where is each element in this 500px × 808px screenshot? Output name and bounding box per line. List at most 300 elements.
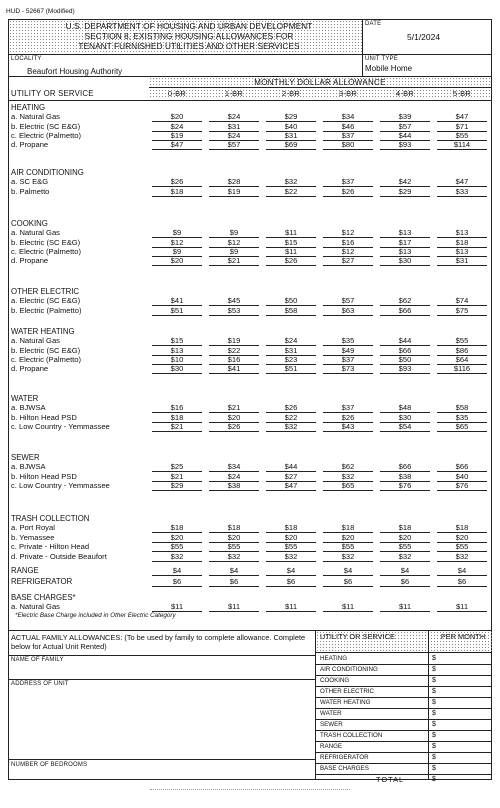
per-month-input[interactable]: $ bbox=[432, 655, 436, 662]
allowance-cell: $93 bbox=[380, 364, 430, 374]
allowance-cell: $31 bbox=[209, 122, 259, 132]
allowance-cell: $32 bbox=[437, 552, 487, 562]
allowance-cell: $50 bbox=[266, 296, 316, 306]
row-label: a. BJWSA bbox=[11, 403, 46, 412]
allowance-cell: $75 bbox=[437, 306, 487, 316]
allowance-cell: $30 bbox=[380, 413, 430, 423]
row-label: a. BJWSA bbox=[11, 462, 46, 471]
allowance-cell: $69 bbox=[266, 140, 316, 150]
allowance-cell: $20 bbox=[380, 533, 430, 543]
allowance-cell: $25 bbox=[152, 462, 202, 472]
allowance-cell: $4 bbox=[209, 566, 259, 576]
section-title-label: SEWER bbox=[11, 453, 40, 462]
utility-column-header: UTILITY OR SERVICE bbox=[11, 89, 94, 98]
allowance-cell: $27 bbox=[323, 256, 373, 266]
allowance-cell: $76 bbox=[380, 481, 430, 491]
row-label: a. Electric (SC E&G) bbox=[11, 296, 81, 305]
allowance-cell: $44 bbox=[380, 131, 430, 141]
allowance-cell: $20 bbox=[209, 413, 259, 423]
table-row bbox=[9, 346, 491, 355]
allowance-cell: $9 bbox=[152, 247, 202, 257]
section-title-label: BASE CHARGES* bbox=[11, 593, 76, 602]
allowance-cell: $47 bbox=[152, 140, 202, 150]
allowance-cell: $26 bbox=[323, 413, 373, 423]
per-month-input[interactable]: $ bbox=[432, 721, 436, 728]
allowance-cell: $21 bbox=[152, 422, 202, 432]
allowance-cell: $32 bbox=[152, 552, 202, 562]
allowance-cell: $65 bbox=[437, 422, 487, 432]
allowance-cell: $27 bbox=[266, 472, 316, 482]
section-title-label: WATER HEATING bbox=[11, 327, 75, 336]
allowance-cell: $54 bbox=[380, 422, 430, 432]
family-allowance-row-label: REFRIGERATOR bbox=[320, 754, 369, 761]
per-month-input[interactable]: $ bbox=[432, 666, 436, 673]
allowance-cell: $23 bbox=[266, 355, 316, 365]
base-charge-note: *Electric Base Charge included in Other Electric Category bbox=[15, 612, 176, 619]
section-title-label: AIR CONDITIONING bbox=[11, 168, 84, 177]
allowance-cell: $15 bbox=[266, 238, 316, 248]
allowance-cell: $12 bbox=[209, 238, 259, 248]
allowance-cell: $29 bbox=[152, 481, 202, 491]
family-allowance-row-label: AIR CONDITIONING bbox=[320, 666, 378, 673]
date-label: DATE bbox=[365, 21, 382, 27]
allowance-cell: $50 bbox=[380, 355, 430, 365]
table-row bbox=[9, 542, 491, 551]
allowance-cell: $34 bbox=[323, 112, 373, 122]
allowance-cell: $26 bbox=[209, 422, 259, 432]
allowance-cell: $12 bbox=[152, 238, 202, 248]
column-header-3br: 3-BR bbox=[320, 89, 376, 98]
housing-allowance-form bbox=[8, 19, 492, 784]
allowance-cell: $20 bbox=[152, 533, 202, 543]
row-label: d. Private - Outside Beaufort bbox=[11, 552, 107, 561]
allowance-cell: $49 bbox=[323, 346, 373, 356]
row-label: a. Natural Gas bbox=[11, 228, 60, 237]
table-row bbox=[9, 228, 491, 237]
allowance-cell: $40 bbox=[266, 122, 316, 132]
allowance-cell: $47 bbox=[437, 177, 487, 187]
table-row bbox=[9, 256, 491, 265]
allowance-cell: $21 bbox=[152, 472, 202, 482]
table-row bbox=[9, 296, 491, 305]
per-month-input[interactable]: $ bbox=[432, 688, 436, 695]
allowance-cell: $18 bbox=[437, 238, 487, 248]
locality-value[interactable]: Beaufort Housing Authority bbox=[27, 67, 123, 76]
allowance-cell: $13 bbox=[437, 247, 487, 257]
allowance-cell: $16 bbox=[209, 355, 259, 365]
allowance-cell: $116 bbox=[437, 364, 487, 374]
allowance-cell: $57 bbox=[380, 122, 430, 132]
total-row bbox=[316, 774, 492, 785]
allowance-cell: $55 bbox=[437, 336, 487, 346]
allowance-cell: $19 bbox=[152, 131, 202, 141]
allowance-cell: $32 bbox=[323, 472, 373, 482]
section-title bbox=[9, 593, 491, 602]
section-title bbox=[9, 514, 491, 523]
allowance-cell: $24 bbox=[266, 336, 316, 346]
family-allowance-row-label: COOKING bbox=[320, 677, 350, 684]
allowance-cell: $18 bbox=[380, 523, 430, 533]
title-line-2: SECTION 8, EXISTING HOUSING ALLOWANCES FOR bbox=[84, 32, 294, 41]
table-row bbox=[9, 122, 491, 131]
title-line-3: TENANT FURNISHED UTILITIES AND OTHER SERVICES bbox=[78, 42, 300, 51]
allowance-cell: $57 bbox=[323, 296, 373, 306]
allowance-cell: $38 bbox=[380, 472, 430, 482]
family-allowance-row-label: RANGE bbox=[320, 743, 343, 750]
allowance-cell: $55 bbox=[209, 542, 259, 552]
section-title bbox=[9, 219, 491, 228]
allowance-cell: $11 bbox=[152, 602, 202, 612]
locality-label: LOCALITY bbox=[11, 56, 42, 62]
form-title bbox=[39, 22, 339, 52]
column-header-5br: 5-BR bbox=[434, 89, 490, 98]
row-label: a. Port Royal bbox=[11, 523, 55, 532]
row-label: b. Yemassee bbox=[11, 533, 55, 542]
allowance-cell: $41 bbox=[209, 364, 259, 374]
allowance-cell: $51 bbox=[266, 364, 316, 374]
section-title-label: COOKING bbox=[11, 219, 48, 228]
allowance-cell: $114 bbox=[437, 140, 487, 150]
row-label: d. Propane bbox=[11, 256, 49, 265]
monthly-allowance-header: MONTHLY DOLLAR ALLOWANCE bbox=[149, 77, 491, 88]
allowance-cell: $31 bbox=[437, 256, 487, 266]
allowance-cell: $32 bbox=[266, 422, 316, 432]
row-label: a. SC E&G bbox=[11, 177, 49, 186]
utility-service-header: UTILITY OR SERVICE bbox=[320, 632, 395, 641]
date-value[interactable]: 5/1/2024 bbox=[407, 32, 441, 42]
header-divider bbox=[9, 100, 491, 101]
allowance-cell: $4 bbox=[380, 566, 430, 576]
unit-type-label: UNIT TYPE bbox=[365, 56, 398, 62]
column-header-0br: 0-BR bbox=[149, 89, 205, 98]
allowance-cell: $55 bbox=[437, 131, 487, 141]
row-label: b. Electric (SC E&G) bbox=[11, 122, 81, 131]
row-label: b. Palmetto bbox=[11, 187, 50, 196]
per-month-header: PER MONTH bbox=[440, 632, 486, 641]
allowance-cell: $15 bbox=[152, 336, 202, 346]
allowance-cell: $44 bbox=[380, 336, 430, 346]
allowance-cell: $12 bbox=[323, 247, 373, 257]
table-row bbox=[9, 403, 491, 412]
allowance-cell: $29 bbox=[266, 112, 316, 122]
allowance-cell: $6 bbox=[209, 577, 259, 587]
row-label: c. Electric (Palmetto) bbox=[11, 355, 82, 364]
row-label: c. Low Country - Yemmassee bbox=[11, 422, 110, 431]
row-label: a. Natural Gas bbox=[11, 336, 60, 345]
allowance-cell: $6 bbox=[266, 577, 316, 587]
allowance-cell: $13 bbox=[380, 228, 430, 238]
row-label: REFRIGERATOR bbox=[11, 577, 73, 586]
allowance-cell: $18 bbox=[323, 523, 373, 533]
allowance-cell: $13 bbox=[437, 228, 487, 238]
total-input[interactable]: $ bbox=[432, 776, 436, 783]
table-row bbox=[9, 336, 491, 345]
address-field-line bbox=[9, 679, 315, 680]
table-row bbox=[9, 422, 491, 431]
section-title bbox=[9, 103, 491, 112]
allowance-cell: $31 bbox=[266, 131, 316, 141]
allowance-cell: $18 bbox=[152, 413, 202, 423]
allowance-cell: $4 bbox=[437, 566, 487, 576]
allowance-cell: $6 bbox=[437, 577, 487, 587]
allowance-cell: $6 bbox=[380, 577, 430, 587]
table-row bbox=[9, 481, 491, 490]
allowance-cell: $32 bbox=[323, 552, 373, 562]
allowance-cell: $4 bbox=[266, 566, 316, 576]
allowance-cell: $24 bbox=[209, 112, 259, 122]
family-allowance-row-label: SEWER bbox=[320, 721, 343, 728]
per-month-input[interactable]: $ bbox=[432, 732, 436, 739]
allowance-cell: $26 bbox=[152, 177, 202, 187]
table-row bbox=[9, 577, 491, 586]
allowance-cell: $11 bbox=[266, 602, 316, 612]
page-footer-rule bbox=[150, 789, 350, 790]
table-row bbox=[9, 112, 491, 121]
family-allowance-row-label: HEATING bbox=[320, 655, 348, 662]
row-label: b. Hilton Head PSD bbox=[11, 413, 77, 422]
allowance-cell: $11 bbox=[266, 247, 316, 257]
table-row bbox=[9, 552, 491, 561]
unit-type-value[interactable]: Mobile Home bbox=[365, 64, 413, 73]
allowance-cell: $32 bbox=[266, 177, 316, 187]
column-header-2br: 2-BR bbox=[263, 89, 319, 98]
actual-allowances-instructions: ACTUAL FAMILY ALLOWANCES: (To be used by family to complete allowance. Complete below for Actual Unit Rented) bbox=[11, 633, 306, 651]
table-row bbox=[9, 472, 491, 481]
allowance-cell: $11 bbox=[380, 602, 430, 612]
section-title bbox=[9, 287, 491, 296]
unit-address-label: ADDRESS OF UNIT bbox=[11, 681, 69, 687]
row-label: d. Propane bbox=[11, 364, 49, 373]
locality-box bbox=[9, 55, 363, 77]
per-month-input[interactable]: $ bbox=[432, 699, 436, 706]
allowance-cell: $22 bbox=[266, 187, 316, 197]
allowance-cell: $16 bbox=[323, 238, 373, 248]
allowance-cell: $24 bbox=[209, 131, 259, 141]
allowance-cell: $93 bbox=[380, 140, 430, 150]
allowance-cell: $65 bbox=[323, 481, 373, 491]
row-label: c. Electric (Palmetto) bbox=[11, 131, 82, 140]
row-label: d. Propane bbox=[11, 140, 49, 149]
allowance-cell: $44 bbox=[266, 462, 316, 472]
allowance-cell: $39 bbox=[380, 112, 430, 122]
allowance-cell: $6 bbox=[152, 577, 202, 587]
table-row bbox=[9, 177, 491, 186]
per-month-input[interactable]: $ bbox=[432, 765, 436, 772]
column-header-1br: 1-BR bbox=[206, 89, 262, 98]
allowance-cell: $21 bbox=[209, 403, 259, 413]
allowance-cell: $57 bbox=[209, 140, 259, 150]
allowance-cell: $37 bbox=[323, 403, 373, 413]
family-allowance-row-label: BASE CHARGES bbox=[320, 765, 369, 772]
section-title bbox=[9, 453, 491, 462]
allowance-cell: $22 bbox=[266, 413, 316, 423]
family-allowance-table bbox=[315, 631, 492, 784]
allowance-cell: $86 bbox=[437, 346, 487, 356]
allowance-cell: $46 bbox=[323, 122, 373, 132]
allowance-cell: $10 bbox=[152, 355, 202, 365]
allowance-cell: $28 bbox=[209, 177, 259, 187]
name-field-line bbox=[9, 655, 315, 656]
row-label: a. Natural Gas bbox=[11, 112, 60, 121]
allowance-cell: $11 bbox=[209, 602, 259, 612]
per-month-input[interactable]: $ bbox=[432, 743, 436, 750]
allowance-cell: $20 bbox=[152, 256, 202, 266]
allowance-cell: $20 bbox=[323, 533, 373, 543]
allowance-cell: $32 bbox=[209, 552, 259, 562]
allowance-cell: $76 bbox=[437, 481, 487, 491]
table-row bbox=[9, 131, 491, 140]
form-id: HUD - 52667 (Modified) bbox=[6, 8, 75, 15]
allowance-cell: $55 bbox=[266, 542, 316, 552]
section-title-label: OTHER ELECTRIC bbox=[11, 287, 80, 296]
allowance-cell: $19 bbox=[209, 187, 259, 197]
per-month-input[interactable]: $ bbox=[432, 677, 436, 684]
family-allowance-row-label: OTHER ELECTRIC bbox=[320, 688, 374, 695]
allowance-cell: $13 bbox=[380, 247, 430, 257]
allowance-cell: $21 bbox=[209, 256, 259, 266]
allowance-cell: $17 bbox=[380, 238, 430, 248]
allowance-cell: $55 bbox=[380, 542, 430, 552]
allowance-cell: $80 bbox=[323, 140, 373, 150]
row-label: c. Low Country - Yemmassee bbox=[11, 481, 110, 490]
allowance-cell: $66 bbox=[380, 462, 430, 472]
family-allowance-header bbox=[316, 631, 492, 653]
allowance-cell: $48 bbox=[380, 403, 430, 413]
allowance-cell: $53 bbox=[209, 306, 259, 316]
row-label: b. Electric (Palmetto) bbox=[11, 306, 82, 315]
row-label: a. Natural Gas bbox=[11, 602, 60, 611]
allowance-cell: $16 bbox=[152, 403, 202, 413]
allowance-cell: $20 bbox=[209, 533, 259, 543]
row-label: b. Hilton Head PSD bbox=[11, 472, 77, 481]
allowance-cell: $31 bbox=[266, 346, 316, 356]
allowance-cell: $11 bbox=[437, 602, 487, 612]
allowance-cell: $58 bbox=[437, 403, 487, 413]
table-row bbox=[9, 355, 491, 364]
allowance-cell: $11 bbox=[266, 228, 316, 238]
allowance-cell: $64 bbox=[437, 355, 487, 365]
allowance-cell: $20 bbox=[266, 533, 316, 543]
family-allowance-row-label: WATER HEATING bbox=[320, 699, 371, 706]
row-label: b. Electric (SC E&G) bbox=[11, 238, 81, 247]
table-row bbox=[9, 602, 491, 611]
allowance-cell: $41 bbox=[152, 296, 202, 306]
title-line-1: U.S. DEPARTMENT OF HOUSING AND URBAN DEVELOPMENT bbox=[65, 22, 313, 31]
allowance-cell: $32 bbox=[266, 552, 316, 562]
allowance-cell: $24 bbox=[152, 122, 202, 132]
allowance-cell: $51 bbox=[152, 306, 202, 316]
allowance-cell: $43 bbox=[323, 422, 373, 432]
table-row bbox=[9, 306, 491, 315]
table-row bbox=[9, 462, 491, 471]
table-row bbox=[9, 533, 491, 542]
allowance-cell: $38 bbox=[209, 481, 259, 491]
family-allowance-row-label: WATER bbox=[320, 710, 342, 717]
allowance-cell: $55 bbox=[323, 542, 373, 552]
table-row bbox=[9, 140, 491, 149]
allowance-cell: $58 bbox=[266, 306, 316, 316]
total-label: TOTAL bbox=[376, 775, 405, 784]
actual-allowances-section bbox=[9, 630, 491, 784]
row-label: c. Private - Hilton Head bbox=[11, 542, 90, 551]
allowance-cell: $73 bbox=[323, 364, 373, 374]
table-row bbox=[9, 238, 491, 247]
allowance-cell: $62 bbox=[380, 296, 430, 306]
per-month-input[interactable]: $ bbox=[432, 754, 436, 761]
unit-type-box bbox=[363, 55, 491, 77]
table-row bbox=[9, 187, 491, 196]
allowance-cell: $37 bbox=[323, 177, 373, 187]
allowance-cell: $18 bbox=[152, 523, 202, 533]
allowance-cell: $18 bbox=[209, 523, 259, 533]
allowance-cell: $12 bbox=[323, 228, 373, 238]
allowance-cell: $33 bbox=[437, 187, 487, 197]
allowance-cell: $6 bbox=[323, 577, 373, 587]
table-row bbox=[9, 413, 491, 422]
allowance-cell: $37 bbox=[323, 131, 373, 141]
allowance-cell: $45 bbox=[209, 296, 259, 306]
allowance-cell: $74 bbox=[437, 296, 487, 306]
allowance-cell: $62 bbox=[323, 462, 373, 472]
allowance-cell: $9 bbox=[209, 228, 259, 238]
allowance-cell: $26 bbox=[266, 403, 316, 413]
allowance-cell: $40 bbox=[437, 472, 487, 482]
allowance-cell: $24 bbox=[209, 472, 259, 482]
allowance-cell: $9 bbox=[209, 247, 259, 257]
table-row bbox=[9, 566, 491, 575]
allowance-cell: $66 bbox=[437, 462, 487, 472]
table-row bbox=[9, 247, 491, 256]
allowance-cell: $29 bbox=[380, 187, 430, 197]
allowance-cell: $18 bbox=[266, 523, 316, 533]
allowance-cell: $4 bbox=[152, 566, 202, 576]
allowance-cell: $11 bbox=[323, 602, 373, 612]
section-title-label: TRASH COLLECTION bbox=[11, 514, 90, 523]
row-label: b. Electric (SC E&G) bbox=[11, 346, 81, 355]
date-box bbox=[363, 20, 491, 55]
section-title-label: WATER bbox=[11, 394, 39, 403]
allowance-cell: $35 bbox=[437, 413, 487, 423]
section-title bbox=[9, 168, 491, 177]
form-header bbox=[9, 20, 363, 55]
family-allowance-row-label: TRASH COLLECTION bbox=[320, 732, 383, 739]
allowance-cell: $30 bbox=[380, 256, 430, 266]
table-row bbox=[9, 523, 491, 532]
allowance-cell: $63 bbox=[323, 306, 373, 316]
allowance-cell: $18 bbox=[152, 187, 202, 197]
row-label: c. Electric (Palmetto) bbox=[11, 247, 82, 256]
bedrooms-field-line bbox=[9, 759, 315, 760]
allowance-cell: $66 bbox=[380, 346, 430, 356]
allowance-cell: $66 bbox=[380, 306, 430, 316]
allowance-cell: $34 bbox=[209, 462, 259, 472]
per-month-input[interactable]: $ bbox=[432, 710, 436, 717]
allowance-cell: $47 bbox=[437, 112, 487, 122]
family-name-label: NAME OF FAMILY bbox=[11, 657, 64, 663]
section-title bbox=[9, 327, 491, 336]
section-title bbox=[9, 394, 491, 403]
allowance-cell: $55 bbox=[152, 542, 202, 552]
section-title-label: HEATING bbox=[11, 103, 46, 112]
table-row bbox=[9, 364, 491, 373]
allowance-cell: $47 bbox=[266, 481, 316, 491]
allowance-cell: $26 bbox=[266, 256, 316, 266]
allowance-cell: $71 bbox=[437, 122, 487, 132]
allowance-cell: $20 bbox=[152, 112, 202, 122]
allowance-cell: $22 bbox=[209, 346, 259, 356]
allowance-cell: $4 bbox=[323, 566, 373, 576]
allowance-cell: $9 bbox=[152, 228, 202, 238]
